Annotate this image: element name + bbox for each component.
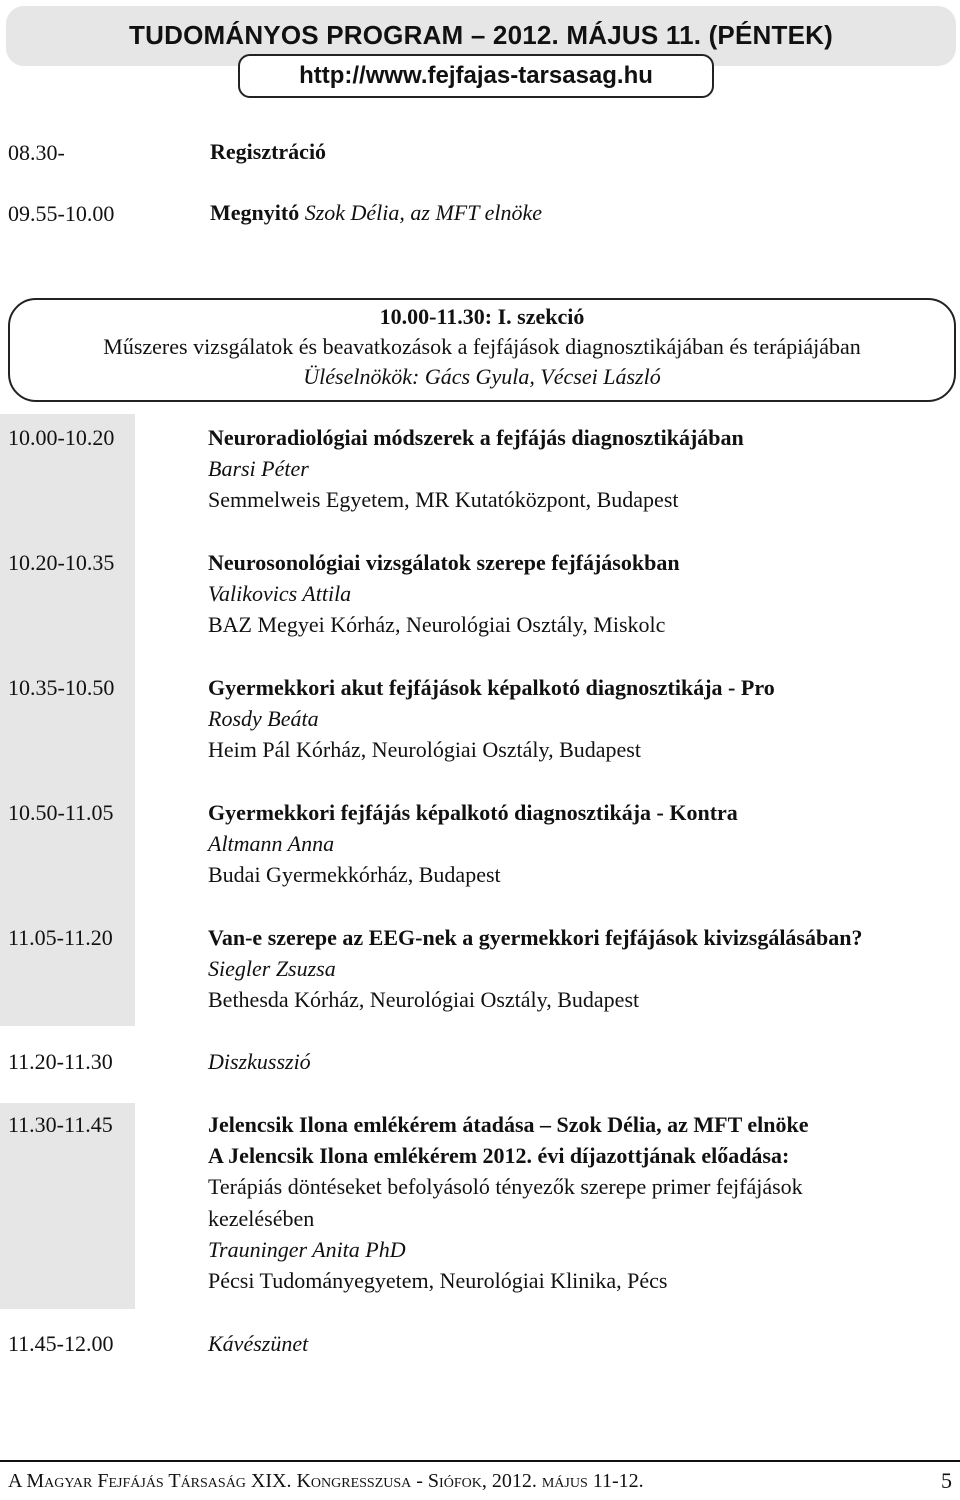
award-line-1: Jelencsik Ilona emlékérem átadása – Szok Délia, az MFT elnöke	[208, 1112, 809, 1137]
talk-title: Gyermekkori fejfájás képalkotó diagnosztikája - Kontra	[208, 800, 738, 825]
talk-title: Van-e szerepe az EEG-nek a gyermekkori fejfájások kivizsgálásában?	[208, 925, 863, 950]
section-chairs: Üléselnökök: Gács Gyula, Vécsei László	[303, 364, 661, 389]
footer-divider	[0, 1460, 960, 1462]
talk-affiliation: Heim Pál Kórház, Neurológiai Osztály, Budapest	[208, 737, 641, 763]
break-label: Kávészünet	[208, 1331, 309, 1356]
talk-affiliation: Semmelweis Egyetem, MR Kutatóközpont, Budapest	[208, 487, 679, 513]
talk-title: Neuroradiológiai módszerek a fejfájás diagnosztikájában	[208, 425, 744, 450]
page-number: 5	[941, 1468, 952, 1493]
opening-person: Szok Délia, az MFT elnöke	[304, 200, 542, 225]
section-header-box	[8, 298, 956, 402]
talk-time: 11.05-11.20	[8, 925, 113, 950]
registration-time: 08.30-	[8, 140, 65, 165]
talk-time: 10.50-11.05	[8, 800, 114, 825]
registration-title: Regisztráció	[210, 139, 327, 164]
award-lecture-title: Terápiás döntéseket befolyásoló tényezők szerepe primer fejfájások	[208, 1174, 803, 1200]
page-title: TUDOMÁNYOS PROGRAM – 2012. MÁJUS 11. (PÉNTEK)	[129, 20, 833, 50]
talk-time: 10.00-10.20	[8, 425, 115, 450]
talk-speaker: Rosdy Beáta	[208, 706, 319, 732]
talk-time: 10.20-10.35	[8, 550, 115, 575]
talk-speaker: Barsi Péter	[208, 456, 309, 482]
break-time: 11.45-12.00	[8, 1331, 114, 1356]
talk-affiliation: Budai Gyermekkórház, Budapest	[208, 862, 501, 888]
award-speaker: Trauninger Anita PhD	[208, 1236, 406, 1262]
footer-text: A Magyar Fejfájás Társaság XIX. Kongresszusa - Siófok, 2012. május 11-12.	[8, 1470, 644, 1492]
opening-line	[210, 197, 542, 228]
talk-title: Neurosonológiai vizsgálatok szerepe fejfájásokban	[208, 550, 680, 575]
opening-time: 09.55-10.00	[8, 201, 115, 226]
award-affiliation: Pécsi Tudományegyetem, Neurológiai Klinika, Pécs	[208, 1268, 668, 1294]
talk-item	[208, 922, 958, 1016]
award-time: 11.30-11.45	[8, 1112, 113, 1137]
discussion-time: 11.20-11.30	[8, 1049, 113, 1074]
talk-affiliation: Bethesda Kórház, Neurológiai Osztály, Budapest	[208, 987, 640, 1013]
talk-item	[208, 672, 958, 766]
talk-speaker: Siegler Zsuzsa	[208, 956, 336, 982]
talk-time: 10.35-10.50	[8, 675, 115, 700]
discussion-label: Diszkusszió	[208, 1049, 311, 1074]
section-heading: 10.00-11.30: I. szekció	[379, 304, 585, 329]
talk-item	[208, 422, 958, 516]
talk-speaker: Valikovics Attila	[208, 581, 352, 607]
opening-title: Megnyitó	[210, 200, 300, 225]
talk-affiliation: BAZ Megyei Kórház, Neurológiai Osztály, Miskolc	[208, 612, 666, 638]
award-item	[208, 1109, 958, 1296]
talk-item	[208, 797, 958, 891]
talk-speaker: Altmann Anna	[208, 831, 335, 857]
award-line-2: A Jelencsik Ilona emlékérem 2012. évi díjazottjának előadása:	[208, 1143, 790, 1169]
header-url[interactable]: http://www.fejfajas-tarsasag.hu	[238, 54, 714, 98]
award-lecture-title-cont: kezelésében	[208, 1205, 315, 1231]
talk-item	[208, 547, 958, 641]
section-subtitle: Műszeres vizsgálatok és beavatkozások a fejfájások diagnosztikájában és terápiájában	[103, 334, 861, 359]
talk-title: Gyermekkori akut fejfájások képalkotó diagnosztikája - Pro	[208, 675, 775, 700]
